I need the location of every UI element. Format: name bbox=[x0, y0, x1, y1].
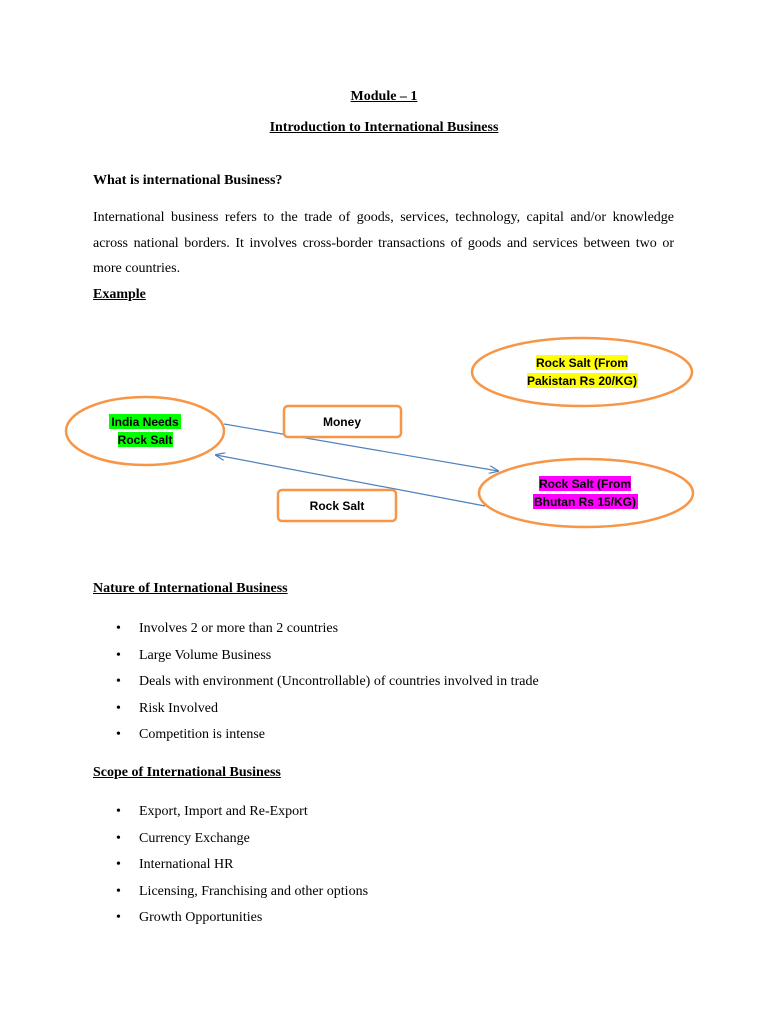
bhutan-label-1: Rock Salt (From bbox=[538, 477, 632, 491]
nature-item bbox=[93, 648, 539, 675]
nature-item bbox=[93, 701, 539, 728]
bullet-icon: • bbox=[116, 883, 121, 899]
scope-item-text: International HR bbox=[139, 857, 234, 873]
intro-title: Introduction to International Business bbox=[269, 120, 499, 135]
bullet-icon: • bbox=[116, 727, 121, 743]
scope-item-text: Currency Exchange bbox=[139, 830, 250, 846]
definition-paragraph: International business refers to the trade of goods, services, technology, capital and/or knowledge across national borders. It involves cross-border transactions of goods and services between two or more countries. bbox=[93, 210, 674, 276]
money-box bbox=[284, 406, 401, 437]
nature-item bbox=[93, 727, 539, 754]
scope-title: Scope of International Business bbox=[93, 765, 281, 780]
nature-title: Nature of International Business bbox=[93, 581, 288, 596]
scope-item bbox=[93, 831, 368, 858]
bullet-icon: • bbox=[116, 830, 121, 846]
scope-item bbox=[93, 857, 368, 884]
scope-item bbox=[93, 804, 368, 831]
scope-item-text: Licensing, Franchising and other options bbox=[139, 883, 369, 899]
nature-item bbox=[93, 621, 539, 648]
bullet-icon: • bbox=[116, 857, 121, 873]
nature-item bbox=[93, 674, 539, 701]
nature-item-text: Deals with environment (Uncontrollable) of countries involved in trade bbox=[139, 674, 539, 690]
bullet-icon: • bbox=[116, 910, 121, 926]
nature-item-text: Risk Involved bbox=[139, 700, 218, 716]
money-label: Money bbox=[322, 415, 362, 429]
bullet-icon: • bbox=[116, 621, 121, 636]
bullet-icon: • bbox=[116, 700, 121, 716]
bhutan-label-2: Bhutan Rs 15/KG) bbox=[533, 495, 637, 509]
pakistan-label-2: Pakistan Rs 20/KG) bbox=[526, 374, 638, 388]
scope-item-text: Growth Opportunities bbox=[139, 910, 263, 926]
scope-list bbox=[93, 804, 368, 937]
example-title: Example bbox=[93, 287, 146, 302]
bullet-icon: • bbox=[116, 647, 121, 663]
bullet-icon: • bbox=[116, 804, 121, 819]
nature-list bbox=[93, 621, 539, 754]
bhutan-node bbox=[479, 459, 693, 527]
nature-item-text: Large Volume Business bbox=[139, 647, 272, 663]
pakistan-label-1: Rock Salt (From bbox=[535, 356, 629, 370]
scope-item bbox=[93, 910, 368, 937]
pakistan-node bbox=[472, 338, 692, 406]
india-label-1: India Needs bbox=[111, 415, 179, 429]
scope-item bbox=[93, 884, 368, 911]
trade-example-diagram bbox=[0, 330, 768, 530]
india-node bbox=[66, 397, 224, 465]
scope-item-text: Export, Import and Re-Export bbox=[139, 804, 308, 819]
nature-item-text: Competition is intense bbox=[139, 727, 265, 743]
rock-salt-label: Rock Salt bbox=[309, 499, 365, 513]
nature-item-text: Involves 2 or more than 2 countries bbox=[139, 621, 339, 636]
module-title: Module – 1 bbox=[350, 89, 418, 104]
rock-salt-box bbox=[278, 490, 396, 521]
what-is-title: What is international Business? bbox=[93, 173, 283, 188]
bullet-icon: • bbox=[116, 674, 121, 690]
india-label-2: Rock Salt bbox=[117, 433, 173, 447]
